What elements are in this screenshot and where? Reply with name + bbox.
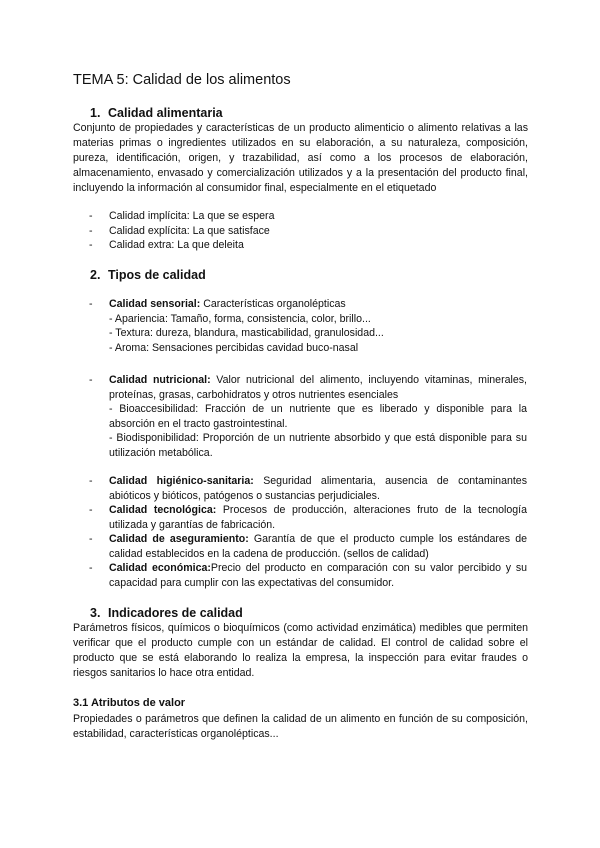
- list-item: - Calidad implícita: La que se espera: [89, 209, 274, 224]
- list-item: - Calidad extra: La que deleita: [89, 238, 274, 253]
- dash-marker: -: [89, 298, 93, 310]
- section-heading-1: [90, 106, 223, 120]
- dash-marker: -: [89, 562, 93, 574]
- list-item: [89, 373, 527, 461]
- subsection-paragraph: Propiedades o parámetros que definen la calidad de un alimento en función de su composición, estabilidad, características organolépticas...: [73, 713, 528, 740]
- list-item: [89, 474, 527, 503]
- item-text: Procesos de producción, alteraciones fruto de la tecnología utilizada y garantías de fabricación.: [109, 504, 527, 531]
- item-text: Valor nutricional del alimento, incluyendo vitaminas, minerales, proteínas, grasas, carbohidratos y otros nutrientes esenciales: [109, 374, 527, 401]
- section-number: 3.: [90, 606, 101, 620]
- item-label: Calidad económica:: [109, 562, 211, 574]
- item-text: Garantía de que el producto cumple los estándares de calidad establecidos en la cadena de producción. (sellos de calidad): [109, 533, 527, 560]
- sub-item: - Biodisponibilidad: Proporción de un nutriente absorbido y que está disponible para su utilización metabólica.: [109, 432, 527, 459]
- item-text: Características organolépticas: [200, 298, 346, 310]
- sub-item: - Textura: dureza, blandura, masticabilidad, granulosidad...: [109, 327, 384, 340]
- section-number: 2.: [90, 268, 101, 282]
- item-label: Calidad nutricional:: [109, 374, 211, 386]
- item-text: Precio del producto en comparación con su valor percibido y su capacidad para cumplir con las expectativas del consumidor.: [109, 562, 528, 589]
- subsection-heading: 3.1 Atributos de valor: [73, 697, 186, 709]
- item-label: Calidad tecnológica:: [109, 504, 217, 516]
- section-paragraph: Conjunto de propiedades y características de un producto alimenticio o alimento relativas a las materias primas o ingredientes utilizados en su elaboración, a su naturaleza, composición, pureza, identificación, origen, y trazabilidad, así como a los procesos de elaboración, almacenamiento, envasado y comercialización utilizados y a la presentación del producto final, incluyendo la información al consumidor final, especialmente en el etiquetado: [73, 122, 528, 194]
- section-title: Tipos de calidad: [108, 268, 206, 282]
- sub-item: - Aroma: Sensaciones percibidas cavidad buco-nasal: [109, 341, 359, 354]
- section-title: Indicadores de calidad: [108, 606, 243, 620]
- item-text: Seguridad alimentaria, ausencia de contaminantes abióticos y bióticos, patógenos o sustancias perjudiciales.: [109, 475, 527, 502]
- section-title: Calidad alimentaria: [108, 106, 223, 120]
- dash-marker: -: [89, 533, 93, 545]
- dash-marker: -: [89, 374, 93, 386]
- list-item: [89, 561, 527, 590]
- list-item: [89, 503, 527, 532]
- section-paragraph: Parámetros físicos, químicos o bioquímicos (como actividad enzimática) medibles que permiten verificar que el producto cumple con un estándar de calidad. El control de calidad sobre el producto que se está elaborando lo realiza la empresa, la inspección para evitar fraudes o riesgos sanitarios lo hace otra entidad.: [73, 622, 528, 679]
- sub-item: - Bioaccesibilidad: Fracción de un nutriente que es liberado y disponible para la absorción en el tracto gastrointestinal.: [109, 403, 527, 430]
- item-label: Calidad de aseguramiento:: [109, 533, 249, 545]
- section-number: 1.: [90, 106, 101, 120]
- quality-types-list: [89, 209, 274, 253]
- dash-marker: -: [89, 475, 93, 487]
- item-label: Calidad higiénico-sanitaria:: [109, 475, 254, 487]
- sub-item: - Apariencia: Tamaño, forma, consistencia, color, brillo...: [109, 312, 371, 325]
- page-title: TEMA 5: Calidad de los alimentos: [73, 72, 291, 88]
- list-item: [89, 297, 527, 355]
- list-item: [89, 532, 527, 561]
- dash-marker: -: [89, 504, 93, 516]
- item-label: Calidad sensorial:: [109, 298, 201, 310]
- section-heading-2: [90, 268, 206, 282]
- list-item: - Calidad explícita: La que satisface: [89, 224, 274, 239]
- section-heading-3: [90, 606, 243, 620]
